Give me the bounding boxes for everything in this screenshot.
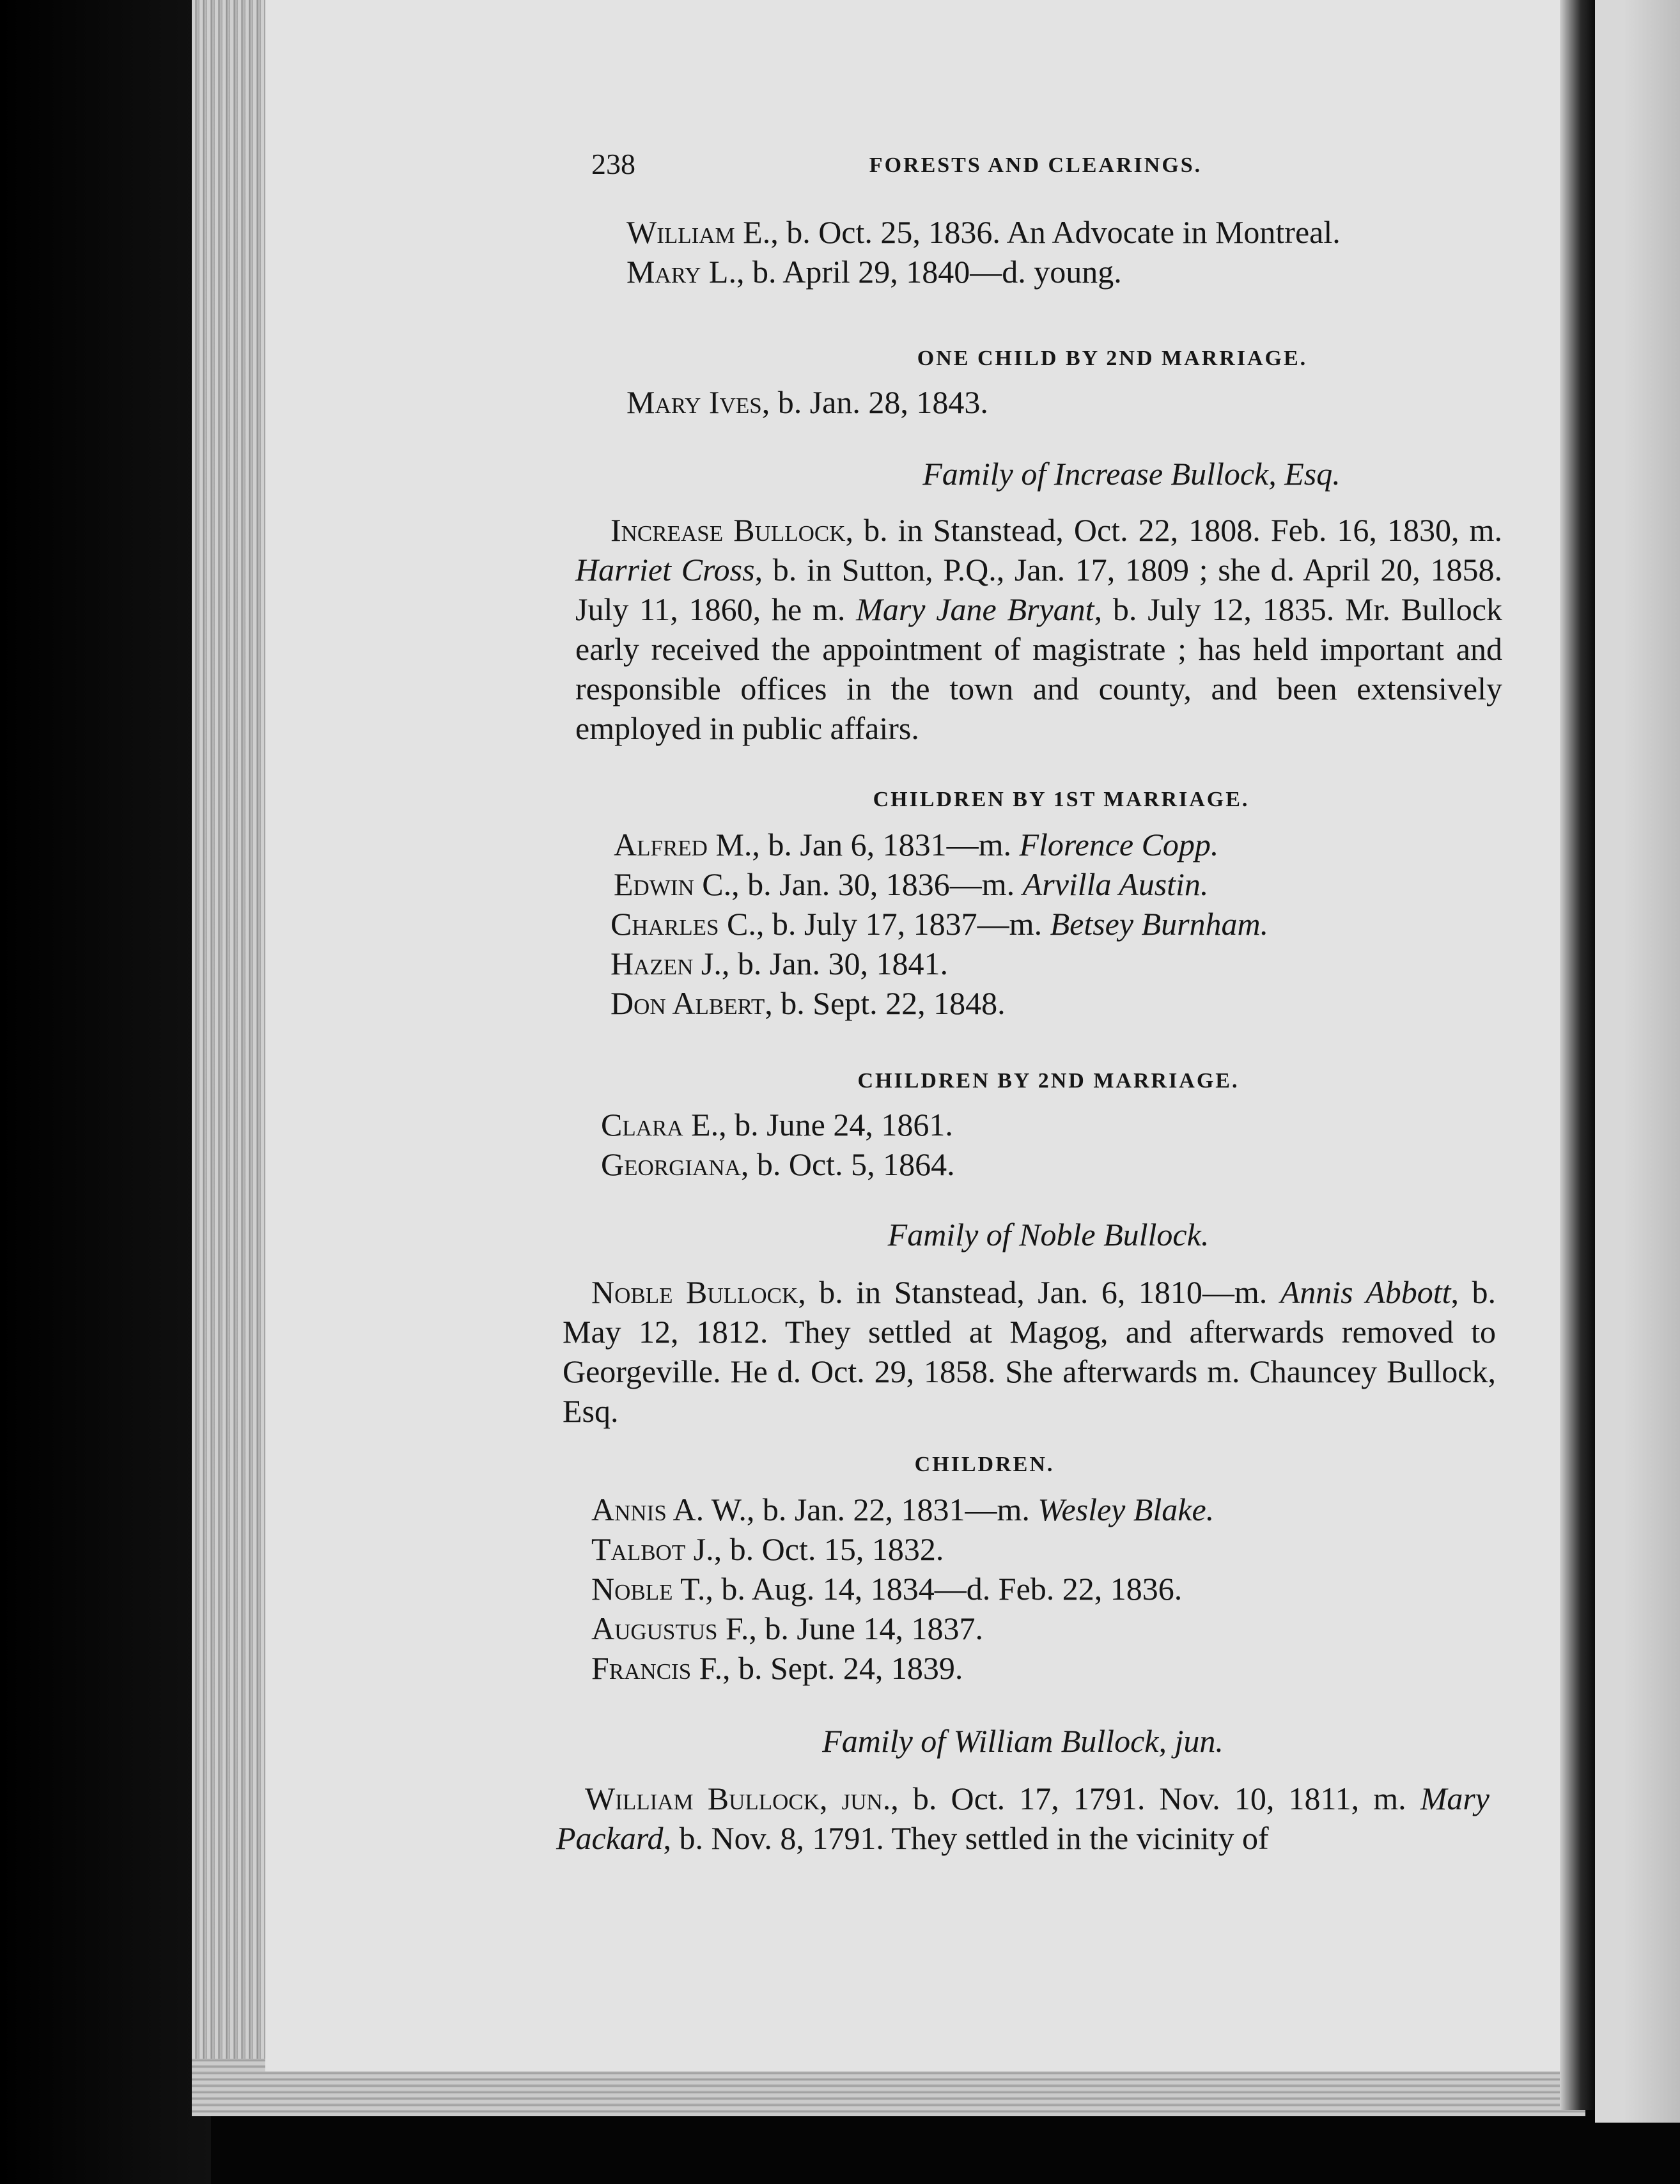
child-entry: Alfred M., b. Jan 6, 1831—m. Florence Copp. xyxy=(614,827,1219,862)
family-heading: Family of Increase Bullock, Esq. xyxy=(922,456,1341,492)
entry-line: William E., b. Oct. 25, 1836. An Advocate in Montreal. xyxy=(626,214,1341,250)
child-entry: Noble T., b. Aug. 14, 1834—d. Feb. 22, 1836. xyxy=(591,1571,1183,1607)
section-heading: CHILDREN BY 1ST MARRIAGE. xyxy=(873,788,1250,811)
running-head: FORESTS AND CLEARINGS. xyxy=(869,153,1202,177)
family-heading: Family of Noble Bullock. xyxy=(887,1217,1209,1252)
child-entry: Talbot J., b. Oct. 15, 1832. xyxy=(591,1531,944,1567)
increase-paragraph: Increase Bullock, b. in Stanstead, Oct. 22, 1808. Feb. 16, 1830, m. Harriet Cross, b. in Sutton, P.Q., Jan. 17, 1809 ; she d. April 20, 1858. July 11, 1860, he m. Mary Jane Bryant, b. July 12, 1835. Mr. Bullock early received the appointment of magistrate ; has held important and responsible offices in the town and county, and been extensively employed in public affairs. xyxy=(575,512,1502,746)
book-page xyxy=(265,0,1569,2071)
child-entry: Don Albert, b. Sept. 22, 1848. xyxy=(611,985,1006,1021)
page-number: 238 xyxy=(591,148,635,180)
child-entry: Georgiana, b. Oct. 5, 1864. xyxy=(601,1146,955,1182)
child-entry: Francis F., b. Sept. 24, 1839. xyxy=(591,1650,963,1686)
child-entry: Hazen J., b. Jan. 30, 1841. xyxy=(611,946,949,981)
page-header xyxy=(563,141,1509,185)
facing-page-shadow xyxy=(1624,0,1680,2123)
family-heading: Family of William Bullock, jun. xyxy=(822,1723,1224,1759)
child-entry: Annis A. W., b. Jan. 22, 1831—m. Wesley Blake. xyxy=(591,1492,1215,1527)
background-dark-left xyxy=(0,0,211,2184)
book-gutter xyxy=(1560,0,1595,2110)
noble-paragraph: Noble Bullock, b. in Stanstead, Jan. 6, 1810—m. Annis Abbott, b. May 12, 1812. They settled at Magog, and afterwards removed to Georgeville. He d. Oct. 29, 1858. She afterwards m. Chauncey Bullock, Esq. xyxy=(563,1274,1496,1429)
book-page-edges xyxy=(192,0,268,2110)
entry-line: Mary L., b. April 29, 1840—d. young. xyxy=(626,254,1122,290)
entry-line: Mary Ives, b. Jan. 28, 1843. xyxy=(626,384,988,420)
william-paragraph: William Bullock, jun., b. Oct. 17, 1791. Nov. 10, 1811, m. Mary Packard, b. Nov. 8, 1791. They settled in the vicinity of xyxy=(556,1781,1489,1856)
child-entry: Charles C., b. July 17, 1837—m. Betsey Burnham. xyxy=(611,906,1269,942)
section-heading: CHILDREN. xyxy=(914,1453,1055,1476)
section-heading: CHILDREN BY 2ND MARRIAGE. xyxy=(857,1069,1240,1093)
child-entry: Clara E., b. June 24, 1861. xyxy=(601,1107,953,1143)
section-heading: ONE CHILD BY 2ND MARRIAGE. xyxy=(917,347,1308,370)
child-entry: Edwin C., b. Jan. 30, 1836—m. Arvilla Austin. xyxy=(614,866,1209,902)
child-entry: Augustus F., b. June 14, 1837. xyxy=(591,1611,983,1646)
